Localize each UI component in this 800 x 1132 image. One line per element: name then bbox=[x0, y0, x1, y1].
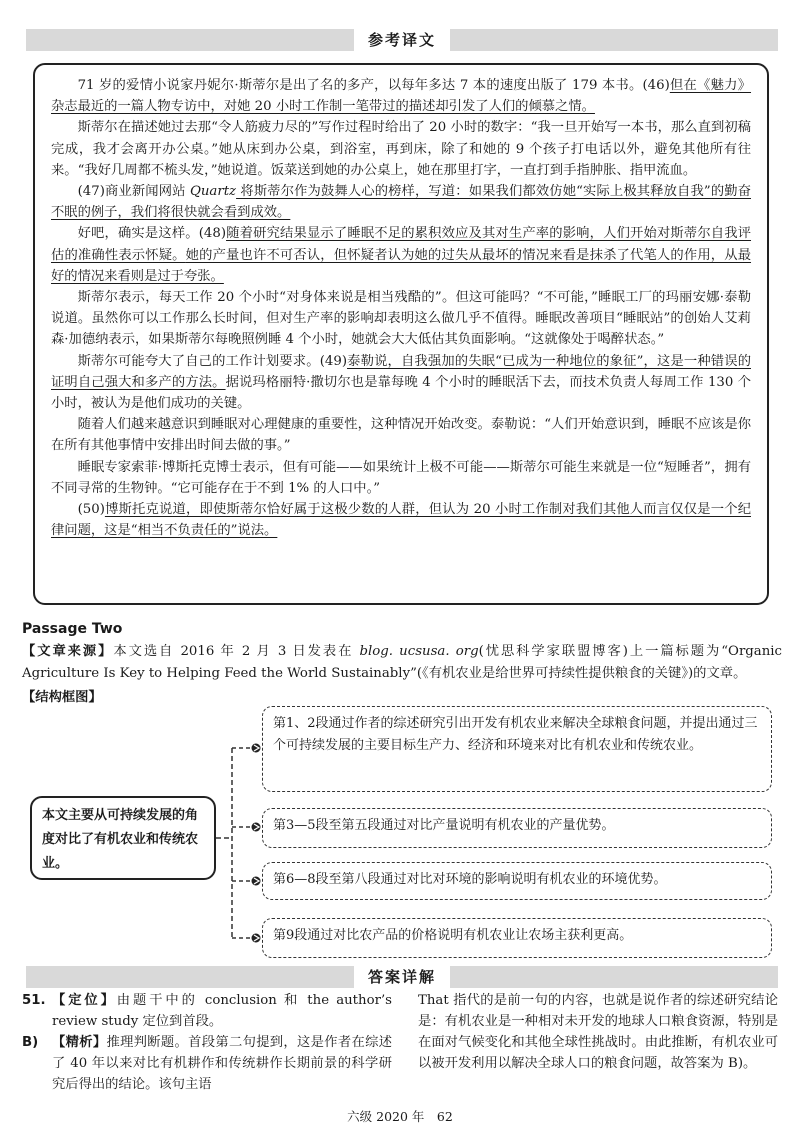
header-band bbox=[26, 29, 778, 51]
locate-label: 【定位】 bbox=[52, 993, 117, 1008]
paragraph-text: (47)商业新闻网站 bbox=[77, 184, 190, 200]
translation-paragraph bbox=[51, 351, 751, 415]
paragraph-text: Quartz bbox=[189, 184, 237, 200]
source-site: blog. ucsusa. org bbox=[359, 644, 479, 659]
translation-paragraph bbox=[51, 457, 751, 499]
underlined-sentence: 将斯蒂尔作为鼓舞人心的榜样，写道：如果我们都效仿她“实际上极其释放自我”的勤奋不眠的例子，我们将很快就会看到成效。 bbox=[51, 184, 751, 221]
translation-paragraph bbox=[51, 181, 751, 223]
paragraph-text: 睡眠专家索菲·博斯托克博士表示，但有可能——如果统计上极不可能——斯蒂尔可能生来就是一位“短睡者”，拥有不同寻常的生物钟。“它可能存在于不到 1% 的人口中。” bbox=[51, 459, 751, 496]
paragraph-text: (50) bbox=[77, 502, 105, 518]
section-title: 参考译文 bbox=[354, 28, 450, 52]
source-label: 【文章来源】 bbox=[22, 644, 114, 659]
translation-paragraph bbox=[51, 75, 751, 117]
underlined-sentence: 但在《魅力》杂志最近的一篇人物专访中，对她 20 小时工作制一笔带过的描述却引发了人们的倾慕之情。 bbox=[51, 78, 752, 115]
page-footer: 六级 2020 年 62 bbox=[347, 1109, 453, 1124]
arrow-dot-1 bbox=[252, 744, 261, 753]
translation-box bbox=[33, 63, 769, 605]
diagram-branch-3: 第6—8段至第八段通过对比对环境的影响说明有机农业的环境优势。 bbox=[262, 862, 772, 900]
analysis-row bbox=[22, 1032, 392, 1095]
answer-column-right: That 指代的是前一句的内容，也就是说作者的综述研究结论是：有机农业是一种相对未开发的地球人口粮食资源，特别是在面对气候变化和其他全球性挑战时。由此推断，有机农业可以被开发利用以解决全球人口的粮食问题，故答案为 B)。 bbox=[418, 993, 778, 1071]
translation-paragraph bbox=[51, 499, 751, 541]
paragraph-text: 斯蒂尔表示，每天工作 20 个小时“对身体来说是相当残酷的”。但这可能吗？“不可能，”睡眠工厂的玛丽安娜·泰勒说道。虽然你可以工作那么长时间，但对生产率的影响却表明这么做几乎不值得。睡眠改善项目“睡眠站”的创始人艾莉森·加德纳表示，如果斯蒂尔每晚照例睡 4 个小时，她就会大大低估其负面影响。“这就像处于喝醉状态。” bbox=[51, 290, 751, 348]
paragraph-text: 据说玛格丽特·撒切尔也是靠每晚 4 个小时的睡眠活下去，而技术负责人每周工作 130 个小时，被认为是他们成功的关键。 bbox=[51, 374, 751, 412]
arrow-dot-4 bbox=[252, 934, 261, 943]
arrow-dot-3 bbox=[252, 877, 261, 886]
underlined-sentence: 博斯托克说道，即使斯蒂尔恰好属于这极少数的人群，但认为 20 小时工作制对我们其他人而言仅仅是一个纪律问题，这是“相当不负责任的”说法。 bbox=[51, 502, 751, 539]
underlined-sentence: 随着研究结果显示了睡眠不足的累积效应及其对生产率的影响，人们开始对斯蒂尔自我评估的准确性表示怀疑。 bbox=[51, 226, 752, 263]
analysis-text-left: 推理判断题。首段第二句提到，这是作者在综述了 40 年以来对比有机耕作和传统耕作长期前景的科学研究后得出的结论。该句主语 bbox=[52, 1035, 393, 1092]
translation-paragraph bbox=[51, 117, 751, 181]
paragraph-text: 随着人们越来越意识到睡眠对心理健康的重要性，这种情况开始改变。泰勒说：“人们开始意识到，睡眠不应该是你在所有其他事情中安排出时间去做的事。” bbox=[51, 417, 751, 454]
translation-paragraph bbox=[51, 414, 751, 456]
paragraph-text: 71 岁的爱情小说家丹妮尔·斯蒂尔是出了名的多产，以每年多达 7 本的速度出版了 179 本书。(46) bbox=[77, 78, 670, 93]
source-text-1: 本文选自 2016 年 2 月 3 日发表在 bbox=[113, 644, 360, 659]
diagram-branch-2: 第3—5段至第五段通过对比产量说明有机农业的产量优势。 bbox=[262, 808, 772, 848]
answers-band bbox=[26, 966, 778, 988]
paragraph-text: 好吧，确实是这样。(48) bbox=[77, 226, 227, 242]
source-text-2: (忧思科学家联盟博客)上一篇标题为“Organic Agriculture Is Key to Helping Feed the World Sustainably”(《有机农业是给世界可持续性提供粮食的关键》)的文章。 bbox=[22, 644, 782, 681]
answers-title: 答案详解 bbox=[354, 965, 450, 989]
underlined-sentence: 泰勒说，自我强加的失眠“已成为一种地位的象征”，这是一种错误的证明自己强大和多产的方法。 bbox=[51, 353, 751, 390]
diagram-main-box: 本文主要从可持续发展的角度对比了有机农业和传统农业。 bbox=[30, 796, 216, 880]
arrow-dot-2 bbox=[252, 823, 261, 832]
answer-column-left bbox=[22, 990, 392, 1095]
passage-heading: Passage Two bbox=[22, 621, 123, 637]
analysis-label: 【精析】 bbox=[52, 1035, 107, 1050]
diagram-branch-1: 第1、2段通过作者的综述研究引出开发有机农业来解决全球粮食问题，并提出通过三个可持续发展的主要目标生产力、经济和环境来对比有机农业和传统农业。 bbox=[262, 706, 772, 792]
paragraph-text: 斯蒂尔可能夸大了自己的工作计划要求。(49) bbox=[77, 353, 348, 369]
structure-label: 【结构框图】 bbox=[22, 690, 102, 705]
source-paragraph bbox=[22, 641, 782, 685]
locate-text: 由题干中的 conclusion 和 the author’s review study 定位到首段。 bbox=[52, 993, 393, 1029]
translation-paragraph bbox=[51, 223, 751, 287]
answer-letter: B) bbox=[22, 1035, 39, 1050]
translation-paragraph bbox=[51, 287, 751, 351]
locate-row bbox=[22, 990, 392, 1032]
question-number: 51. bbox=[22, 993, 46, 1008]
underlined-sentence: 她的产量也许不可否认，但怀疑者认为她的过失从最坏的情况来看是抹杀了代笔人的作用，从最好的情况来看则是过于夸张。 bbox=[51, 247, 752, 284]
diagram-branch-4: 第9段通过对比农产品的价格说明有机农业让农场主获利更高。 bbox=[262, 918, 772, 958]
paragraph-text: 斯蒂尔在描述她过去那“令人筋疲力尽的”写作过程时给出了 20 小时的数字：“我一旦开始写一本书，那么直到初稿完成，我才会离开办公桌。”她从床到办公桌，到浴室，再到床，除了和她的 9 个孩子打电话以外，避免其他所有往来。“我好几周都不梳头发，”她说道。饭菜送到她的办公桌上，她在那里打字，一直打到手指肿胀、指甲流血。 bbox=[51, 120, 751, 178]
